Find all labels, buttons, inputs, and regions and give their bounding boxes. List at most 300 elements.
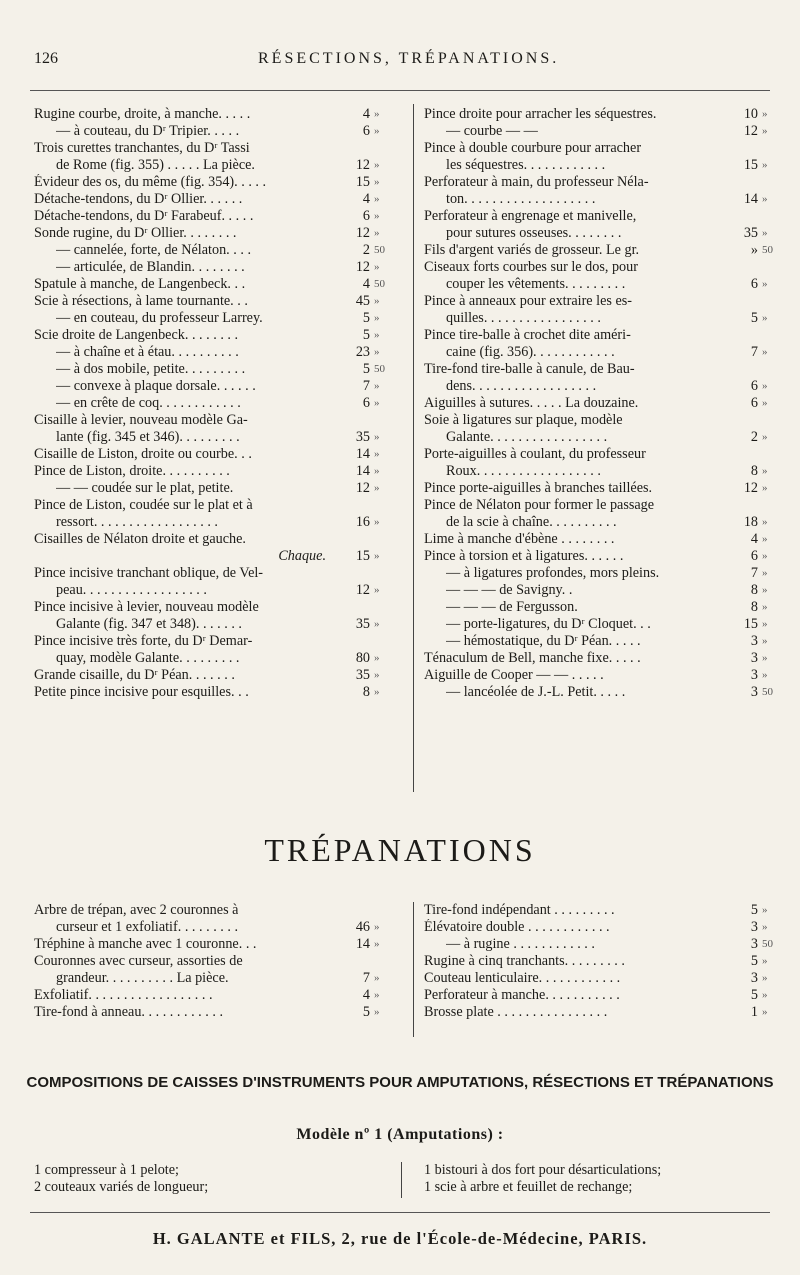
item-text: Trois curettes tranchantes, du Dʳ Tassi bbox=[34, 140, 250, 156]
price-francs: 3 bbox=[750, 684, 758, 700]
item-text: 1 scie à arbre et feuillet de rechange; bbox=[424, 1179, 633, 1195]
price-centimes: » bbox=[374, 448, 380, 460]
item-text: Couronnes avec curseur, assorties de bbox=[34, 953, 243, 969]
list-item bbox=[424, 310, 774, 327]
item-text: 2 couteaux variés de longueur; bbox=[34, 1179, 209, 1195]
price-francs: 12 bbox=[355, 480, 370, 496]
item-text: ressort. . . . . . . . . . . . . . . . . . bbox=[56, 514, 218, 530]
item-text: quay, modèle Galante. . . . . . . . . bbox=[56, 650, 240, 666]
item-text: dens. . . . . . . . . . . . . . . . . . bbox=[446, 378, 597, 394]
list-item bbox=[424, 1162, 774, 1179]
item-text: Aiguilles à sutures. . . . . La douzaine. bbox=[424, 395, 639, 411]
item-text: Arbre de trépan, avec 2 couronnes à bbox=[34, 902, 239, 918]
item-text: Pince droite pour arracher les séquestres. bbox=[424, 106, 657, 122]
price-francs: 6 bbox=[750, 276, 758, 292]
price-centimes: » bbox=[374, 227, 380, 239]
column-divider bbox=[413, 104, 414, 792]
item-text: Aiguille de Cooper — — . . . . . bbox=[424, 667, 604, 683]
list-item bbox=[34, 987, 410, 1004]
item-text: quilles. . . . . . . . . . . . . . . . . bbox=[446, 310, 601, 326]
price-francs: 3 bbox=[750, 936, 758, 952]
price-francs: 5 bbox=[750, 902, 758, 918]
list-item bbox=[34, 616, 410, 633]
item-text: — porte-ligatures, du Dʳ Cloquet. . . bbox=[446, 616, 651, 632]
list-item bbox=[34, 140, 410, 157]
price-centimes: » bbox=[762, 431, 768, 443]
item-text: Petite pince incisive pour esquilles. . . bbox=[34, 684, 249, 700]
price-centimes: 50 bbox=[374, 278, 385, 290]
price-centimes: » bbox=[762, 533, 768, 545]
price-centimes: » bbox=[762, 921, 768, 933]
list-item bbox=[424, 191, 774, 208]
price-centimes: » bbox=[374, 261, 380, 273]
list-item bbox=[34, 395, 410, 412]
price-francs: 5 bbox=[362, 310, 370, 326]
price-centimes: » bbox=[374, 584, 380, 596]
price-francs: 3 bbox=[750, 633, 758, 649]
price-francs: 5 bbox=[750, 953, 758, 969]
list-item bbox=[34, 514, 410, 531]
price-francs: 5 bbox=[750, 310, 758, 326]
item-text: Pince à torsion et à ligatures. . . . . . bbox=[424, 548, 624, 564]
price-francs: 14 bbox=[743, 191, 758, 207]
item-text: Couteau lenticulaire. . . . . . . . . . . . bbox=[424, 970, 621, 986]
price-francs: 8 bbox=[750, 463, 758, 479]
item-text: Ténaculum de Bell, manche fixe. . . . . bbox=[424, 650, 641, 666]
price-francs: 12 bbox=[355, 225, 370, 241]
list-item bbox=[34, 106, 410, 123]
price-francs: 15 bbox=[743, 616, 758, 632]
list-item bbox=[424, 412, 774, 429]
item-text: — — — de Fergusson. bbox=[446, 599, 578, 615]
price-francs: 10 bbox=[743, 106, 758, 122]
price-centimes: » bbox=[762, 635, 768, 647]
list-item bbox=[34, 936, 410, 953]
item-text: Ciseaux forts courbes sur le dos, pour bbox=[424, 259, 638, 275]
list-item bbox=[34, 123, 410, 140]
list-item bbox=[34, 970, 410, 987]
price-francs: 14 bbox=[355, 446, 370, 462]
price-francs: 6 bbox=[362, 123, 370, 139]
item-text: pour sutures osseuses. . . . . . . . bbox=[446, 225, 622, 241]
item-text: Tire-fond à anneau. . . . . . . . . . . . bbox=[34, 1004, 224, 1020]
item-text: Sonde rugine, du Dʳ Ollier. . . . . . . . bbox=[34, 225, 237, 241]
price-centimes: » bbox=[374, 669, 380, 681]
item-text: Spatule à manche, de Langenbeck. . . bbox=[34, 276, 246, 292]
item-text: Perforateur à engrenage et manivelle, bbox=[424, 208, 637, 224]
price-francs: 15 bbox=[743, 157, 758, 173]
item-text: couper les vêtements. . . . . . . . . bbox=[446, 276, 626, 292]
list-item bbox=[424, 616, 774, 633]
item-text: de la scie à chaîne. . . . . . . . . . bbox=[446, 514, 617, 530]
price-centimes: 50 bbox=[374, 363, 385, 375]
price-centimes: » bbox=[374, 516, 380, 528]
price-francs: 3 bbox=[750, 650, 758, 666]
list-item bbox=[34, 599, 410, 616]
price-francs: 5 bbox=[362, 1004, 370, 1020]
item-text: — lancéolée de J.-L. Petit. . . . . bbox=[446, 684, 626, 700]
list-item bbox=[34, 463, 410, 480]
item-text: lante (fig. 345 et 346). . . . . . . . . bbox=[56, 429, 240, 445]
price-centimes: » bbox=[762, 516, 768, 528]
price-francs: 5 bbox=[362, 361, 370, 377]
list-item bbox=[34, 684, 410, 701]
list-item bbox=[34, 276, 410, 293]
item-text: Détache-tendons, du Dʳ Ollier. . . . . . bbox=[34, 191, 243, 207]
item-text: Tréphine à manche avec 1 couronne. . . bbox=[34, 936, 257, 952]
trepanations-left-list bbox=[34, 902, 410, 1021]
item-text: Scie à résections, à lame tournante. . . bbox=[34, 293, 248, 309]
item-text: — à rugine . . . . . . . . . . . . bbox=[446, 936, 595, 952]
price-francs: 14 bbox=[355, 463, 370, 479]
list-item bbox=[424, 293, 774, 310]
price-centimes: » bbox=[374, 686, 380, 698]
price-francs: 46 bbox=[355, 919, 370, 935]
price-francs: 1 bbox=[750, 1004, 758, 1020]
list-item bbox=[424, 106, 774, 123]
item-text: Cisaille de Liston, droite ou courbe. . . bbox=[34, 446, 252, 462]
list-item bbox=[34, 293, 410, 310]
price-francs: 15 bbox=[355, 548, 370, 564]
item-text: — courbe — — bbox=[446, 123, 538, 139]
price-francs: 4 bbox=[750, 531, 758, 547]
list-item bbox=[424, 327, 774, 344]
list-item bbox=[34, 310, 410, 327]
list-item bbox=[424, 633, 774, 650]
price-centimes: » bbox=[762, 618, 768, 630]
list-item bbox=[424, 157, 774, 174]
price-centimes: » bbox=[762, 465, 768, 477]
price-centimes: » bbox=[374, 346, 380, 358]
price-centimes: » bbox=[374, 431, 380, 443]
item-text: Pince de Nélaton pour former le passage bbox=[424, 497, 655, 513]
price-centimes: » bbox=[374, 989, 380, 1001]
price-centimes: » bbox=[374, 380, 380, 392]
price-francs: 14 bbox=[355, 936, 370, 952]
price-centimes: » bbox=[374, 125, 380, 137]
item-text: Fils d'argent variés de grosseur. Le gr. bbox=[424, 242, 640, 258]
price-francs: 6 bbox=[750, 378, 758, 394]
price-francs: 3 bbox=[750, 970, 758, 986]
item-text: — articulée, de Blandin. . . . . . . . bbox=[56, 259, 245, 275]
list-item bbox=[424, 599, 774, 616]
list-item bbox=[424, 123, 774, 140]
price-francs: 35 bbox=[355, 616, 370, 632]
price-francs: 6 bbox=[362, 208, 370, 224]
price-francs: 18 bbox=[743, 514, 758, 530]
price-centimes: 50 bbox=[762, 244, 773, 256]
price-centimes: » bbox=[374, 465, 380, 477]
list-item bbox=[424, 395, 774, 412]
item-text: Galante. . . . . . . . . . . . . . . . . bbox=[446, 429, 608, 445]
price-francs: 2 bbox=[750, 429, 758, 445]
list-item bbox=[424, 242, 774, 259]
item-text: Pince de Liston, coudée sur le plat et à bbox=[34, 497, 253, 513]
price-centimes: » bbox=[374, 921, 380, 933]
list-item bbox=[424, 548, 774, 565]
list-item bbox=[424, 531, 774, 548]
list-item bbox=[424, 902, 774, 919]
price-centimes: » bbox=[374, 329, 380, 341]
list-item bbox=[34, 344, 410, 361]
list-item bbox=[424, 344, 774, 361]
list-item bbox=[34, 1162, 394, 1179]
price-centimes: » bbox=[762, 227, 768, 239]
price-francs: 35 bbox=[743, 225, 758, 241]
item-text: Tire-fond tire-balle à canule, de Bau- bbox=[424, 361, 635, 377]
item-text: — convexe à plaque dorsale. . . . . . bbox=[56, 378, 256, 394]
list-item bbox=[424, 953, 774, 970]
list-item bbox=[34, 667, 410, 684]
price-centimes: 50 bbox=[374, 244, 385, 256]
item-text: — à ligatures profondes, mors pleins. bbox=[446, 565, 660, 581]
list-item bbox=[424, 565, 774, 582]
item-text: Tire-fond indépendant . . . . . . . . . bbox=[424, 902, 615, 918]
price-centimes: » bbox=[762, 550, 768, 562]
list-item bbox=[34, 429, 410, 446]
price-francs: 8 bbox=[750, 599, 758, 615]
list-item bbox=[424, 987, 774, 1004]
item-text: Scie droite de Langenbeck. . . . . . . . bbox=[34, 327, 239, 343]
item-text: ton. . . . . . . . . . . . . . . . . . . bbox=[446, 191, 596, 207]
list-item bbox=[424, 225, 774, 242]
price-francs: 6 bbox=[362, 395, 370, 411]
price-francs: 80 bbox=[355, 650, 370, 666]
list-item bbox=[34, 650, 410, 667]
item-text: Chaque. bbox=[278, 548, 326, 564]
price-centimes: » bbox=[374, 176, 380, 188]
item-text: Évideur des os, du même (fig. 354). . . . . bbox=[34, 174, 267, 190]
item-text: 1 bistouri à dos fort pour désarticulations; bbox=[424, 1162, 662, 1178]
item-text: Élévatoire double . . . . . . . . . . . . bbox=[424, 919, 610, 935]
list-item bbox=[34, 378, 410, 395]
price-francs: 4 bbox=[362, 987, 370, 1003]
price-centimes: » bbox=[762, 1006, 768, 1018]
list-item bbox=[424, 140, 774, 157]
list-item bbox=[34, 565, 410, 582]
list-item bbox=[424, 480, 774, 497]
price-centimes: » bbox=[374, 295, 380, 307]
price-centimes: » bbox=[374, 193, 380, 205]
list-item bbox=[34, 242, 410, 259]
list-item bbox=[34, 531, 410, 548]
list-item bbox=[424, 970, 774, 987]
list-item bbox=[34, 1004, 410, 1021]
price-francs: 35 bbox=[355, 667, 370, 683]
trepanations-title: TRÉPANATIONS bbox=[264, 832, 536, 868]
price-centimes: » bbox=[762, 652, 768, 664]
price-centimes: » bbox=[762, 346, 768, 358]
list-item bbox=[424, 1004, 774, 1021]
item-text: Porte-aiguilles à coulant, du professeur bbox=[424, 446, 646, 462]
price-francs: 23 bbox=[355, 344, 370, 360]
resections-right-list bbox=[424, 106, 774, 701]
list-item bbox=[424, 361, 774, 378]
running-title: RÉSECTIONS, TRÉPANATIONS. bbox=[258, 50, 560, 67]
item-text: Grande cisaille, du Dʳ Péan. . . . . . . bbox=[34, 667, 235, 683]
list-item bbox=[34, 327, 410, 344]
price-francs: 45 bbox=[355, 293, 370, 309]
price-francs: 16 bbox=[355, 514, 370, 530]
list-item bbox=[34, 259, 410, 276]
list-item bbox=[424, 174, 774, 191]
price-francs: 3 bbox=[750, 667, 758, 683]
price-centimes: » bbox=[374, 210, 380, 222]
item-text: Rugine courbe, droite, à manche. . . . . bbox=[34, 106, 251, 122]
item-text: — en couteau, du professeur Larrey. bbox=[56, 310, 263, 326]
price-centimes: » bbox=[374, 938, 380, 950]
item-text: Détache-tendons, du Dʳ Farabeuf. . . . . bbox=[34, 208, 254, 224]
price-francs: 6 bbox=[750, 548, 758, 564]
price-francs: 5 bbox=[750, 987, 758, 1003]
price-centimes: » bbox=[762, 159, 768, 171]
price-centimes: » bbox=[762, 193, 768, 205]
price-centimes: » bbox=[762, 904, 768, 916]
item-text: — en crête de coq. . . . . . . . . . . . bbox=[56, 395, 241, 411]
price-centimes: » bbox=[374, 972, 380, 984]
compositions-left-list bbox=[34, 1162, 394, 1196]
header-rule bbox=[30, 90, 770, 91]
price-centimes: 50 bbox=[762, 938, 773, 950]
list-item bbox=[424, 463, 774, 480]
item-text: curseur et 1 exfoliatif. . . . . . . . . bbox=[56, 919, 239, 935]
list-item bbox=[34, 157, 410, 174]
list-item bbox=[424, 378, 774, 395]
price-francs: 4 bbox=[362, 106, 370, 122]
list-item bbox=[34, 497, 410, 514]
price-centimes: » bbox=[762, 278, 768, 290]
price-centimes: » bbox=[762, 108, 768, 120]
price-centimes: » bbox=[762, 482, 768, 494]
price-centimes: » bbox=[374, 1006, 380, 1018]
item-text: Cisailles de Nélaton droite et gauche. bbox=[34, 531, 246, 547]
price-francs: 8 bbox=[362, 684, 370, 700]
price-francs: 12 bbox=[743, 123, 758, 139]
item-text: Rugine à cinq tranchants. . . . . . . . . bbox=[424, 953, 625, 969]
price-centimes: » bbox=[762, 397, 768, 409]
column-divider bbox=[401, 1162, 402, 1198]
price-francs: 12 bbox=[743, 480, 758, 496]
price-centimes: » bbox=[762, 601, 768, 613]
item-text: Lime à manche d'ébène . . . . . . . . bbox=[424, 531, 615, 547]
price-centimes: 50 bbox=[762, 686, 773, 698]
list-item bbox=[34, 953, 410, 970]
list-item bbox=[34, 1179, 394, 1196]
list-item bbox=[34, 174, 410, 191]
list-item bbox=[34, 191, 410, 208]
list-item bbox=[424, 497, 774, 514]
trepanations-right-list bbox=[424, 902, 774, 1021]
list-item bbox=[34, 919, 410, 936]
price-francs: 2 bbox=[362, 242, 370, 258]
item-text: peau. . . . . . . . . . . . . . . . . . bbox=[56, 582, 207, 598]
price-francs: 35 bbox=[355, 429, 370, 445]
list-item bbox=[424, 446, 774, 463]
list-item bbox=[424, 919, 774, 936]
item-text: caine (fig. 356). . . . . . . . . . . . bbox=[446, 344, 615, 360]
item-text: — à chaîne et à étau. . . . . . . . . . bbox=[56, 344, 239, 360]
item-text: Cisaille à levier, nouveau modèle Ga- bbox=[34, 412, 248, 428]
list-item bbox=[424, 936, 774, 953]
list-item bbox=[424, 582, 774, 599]
list-item bbox=[34, 412, 410, 429]
page-number: 126 bbox=[34, 50, 58, 67]
footer-rule bbox=[30, 1212, 770, 1213]
item-text: — à dos mobile, petite. . . . . . . . . bbox=[56, 361, 246, 377]
model-title: Modèle nº 1 (Amputations) : bbox=[296, 1126, 504, 1143]
price-centimes: » bbox=[374, 159, 380, 171]
item-text: Pince de Liston, droite. . . . . . . . . . bbox=[34, 463, 230, 479]
list-item bbox=[424, 276, 774, 293]
price-francs: 15 bbox=[355, 174, 370, 190]
list-item bbox=[34, 208, 410, 225]
list-item bbox=[424, 514, 774, 531]
list-item bbox=[424, 684, 774, 701]
list-item bbox=[424, 667, 774, 684]
item-text: Pince à anneaux pour extraire les es- bbox=[424, 293, 632, 309]
price-centimes: » bbox=[374, 618, 380, 630]
price-centimes: » bbox=[374, 312, 380, 324]
price-francs: 7 bbox=[362, 970, 370, 986]
list-item bbox=[34, 548, 410, 565]
price-francs: 12 bbox=[355, 259, 370, 275]
price-centimes: » bbox=[762, 669, 768, 681]
price-francs: 8 bbox=[750, 582, 758, 598]
item-text: Brosse plate . . . . . . . . . . . . . . . . bbox=[424, 1004, 608, 1020]
item-text: Pince tire-balle à crochet dite améri- bbox=[424, 327, 631, 343]
price-francs: 7 bbox=[750, 565, 758, 581]
price-francs: 12 bbox=[355, 157, 370, 173]
item-text: — — coudée sur le plat, petite. bbox=[56, 480, 234, 496]
price-francs: 6 bbox=[750, 395, 758, 411]
price-centimes: » bbox=[374, 108, 380, 120]
list-item bbox=[424, 259, 774, 276]
price-centimes: » bbox=[762, 380, 768, 392]
item-text: les séquestres. . . . . . . . . . . . bbox=[446, 157, 606, 173]
price-centimes: » bbox=[374, 397, 380, 409]
item-text: Pince incisive tranchant oblique, de Vel- bbox=[34, 565, 264, 581]
list-item bbox=[424, 208, 774, 225]
item-text: Pince porte-aiguilles à branches taillées. bbox=[424, 480, 653, 496]
price-francs: 4 bbox=[362, 191, 370, 207]
item-text: — — — de Savigny. . bbox=[446, 582, 573, 598]
item-text: de Rome (fig. 355) . . . . . La pièce. bbox=[56, 157, 255, 173]
list-item bbox=[34, 446, 410, 463]
list-item bbox=[34, 582, 410, 599]
price-centimes: » bbox=[762, 955, 768, 967]
price-francs: 5 bbox=[362, 327, 370, 343]
price-francs: » bbox=[750, 242, 758, 258]
list-item bbox=[424, 650, 774, 667]
item-text: Roux. . . . . . . . . . . . . . . . . . bbox=[446, 463, 601, 479]
item-text: Perforateur à manche. . . . . . . . . . . bbox=[424, 987, 620, 1003]
price-centimes: » bbox=[762, 972, 768, 984]
item-text: — cannelée, forte, de Nélaton. . . . bbox=[56, 242, 251, 258]
item-text: Pince à double courbure pour arracher bbox=[424, 140, 642, 156]
item-text: Galante (fig. 347 et 348). . . . . . . bbox=[56, 616, 242, 632]
list-item bbox=[34, 480, 410, 497]
list-item bbox=[424, 1179, 774, 1196]
footer-address: H. GALANTE et FILS, 2, rue de l'École-de-Médecine, PARIS. bbox=[152, 1229, 648, 1248]
list-item bbox=[34, 633, 410, 650]
price-centimes: » bbox=[762, 584, 768, 596]
price-centimes: » bbox=[374, 482, 380, 494]
price-francs: 12 bbox=[355, 582, 370, 598]
item-text: grandeur. . . . . . . . . . La pièce. bbox=[56, 970, 229, 986]
list-item bbox=[34, 361, 410, 378]
item-text: 1 compresseur à 1 pelote; bbox=[34, 1162, 179, 1178]
item-text: Pince incisive très forte, du Dʳ Demar- bbox=[34, 633, 253, 649]
